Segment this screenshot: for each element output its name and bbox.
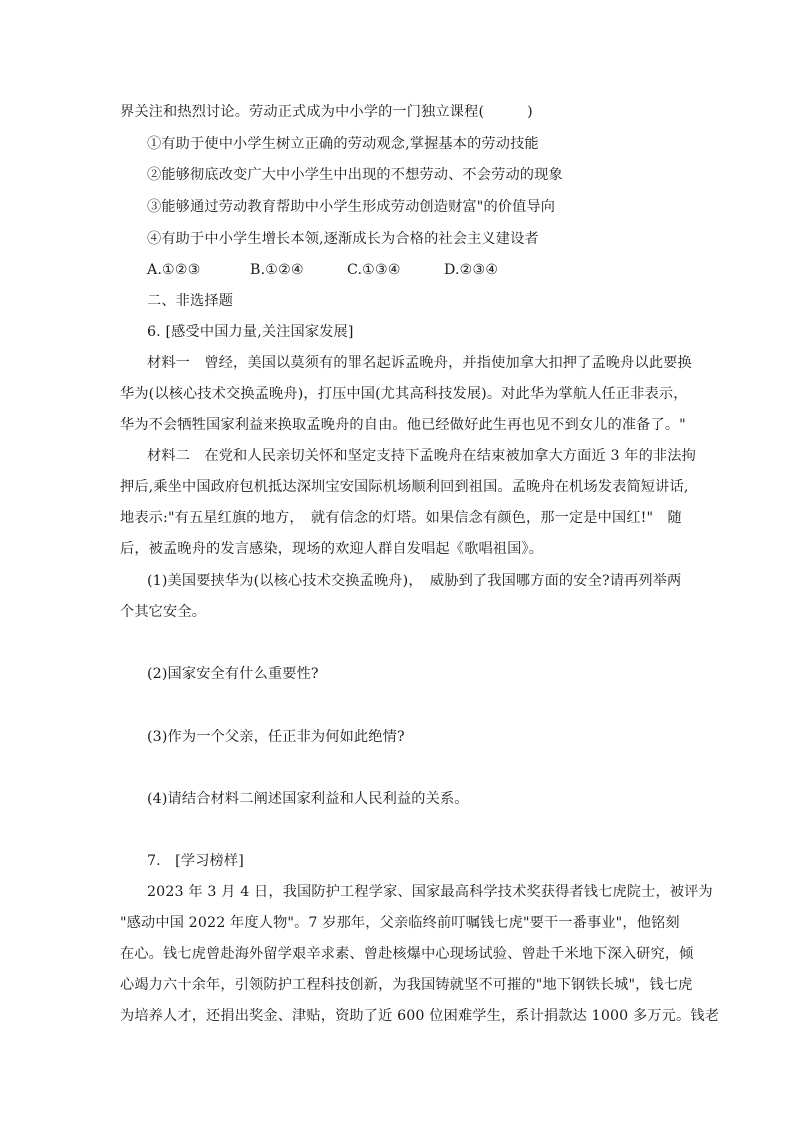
option-d: D.②③④ — [444, 262, 499, 278]
section-heading: 二、非选择题 — [147, 293, 234, 309]
question-7-line-4: 心竭力六十余年，引领防护工程科技创新，为我国铸就坚不可摧的"地下钢铁长城"，钱七虎 — [120, 977, 693, 993]
question-7-line-1: 2023 年 3 月 4 日，我国防护工程学家、国家最高科学技术奖获得者钱七虎院士，被评为 — [147, 884, 713, 900]
question-7-line-2: "感动中国 2022 年度人物"。7 岁那年，父亲临终前叮嘱钱七虎"要干一番事业"，他铭刻 — [120, 915, 680, 931]
question-7-line-3: 在心。钱七虎曾赴海外留学艰辛求素、曾赴核爆中心现场试验、曾赴千米地下深入研究，倾 — [120, 946, 694, 962]
answer-options — [147, 260, 680, 280]
material-1-line-1: 材料一 曾经，美国以莫须有的罪名起诉孟晚舟，并指使加拿大扣押了孟晚舟以此要换 — [147, 355, 692, 371]
option-a: A.①②③ — [147, 262, 201, 278]
question-7-title: 7. [学习榜样] — [147, 853, 244, 869]
material-2-line-1: 材料二 在党和人民亲切关怀和坚定支持下孟晚舟在结束被加拿大方面近 3 年的非法拘 — [147, 448, 696, 464]
material-1-line-3: 华为不会牺牲国家利益来换取孟晚舟的自由。他已经做好此生再也见不到女儿的准备了。" — [120, 417, 686, 433]
sub-question-1-line-1: (1)美国要挟华为(以核心技术交换孟晚舟)， 威胁到了我国哪方面的安全?请再列举两 — [147, 573, 682, 589]
question-6-title: 6. [感受中国力量,关注国家发展] — [147, 324, 354, 340]
option-c: C.①③④ — [347, 262, 401, 278]
sub-question-3: (3)作为一个父亲，任正非为何如此绝情? — [147, 729, 405, 745]
sub-question-4: (4)请结合材料二阐述国家利益和人民利益的关系。 — [147, 791, 469, 807]
sub-question-1-line-2: 个其它安全。 — [120, 604, 207, 620]
statement-4: ④有助于中小学生增长本领,逐渐成长为合格的社会主义建设者 — [147, 231, 539, 247]
statement-1: ①有助于使中小学生树立正确的劳动观念,掌握基本的劳动技能 — [147, 136, 539, 152]
question-7-line-5: 为培养人才，还捐出奖金、津贴，资助了近 600 位困难学生，系计捐款达 1000 多万元。钱老 — [120, 1008, 720, 1024]
material-2-line-2: 押后,乘坐中国政府包机抵达深圳宝安国际机场顺利回到祖国。孟晚舟在机场发表简短讲话, — [120, 479, 689, 495]
material-2-line-3: 地表示:"有五星红旗的地方， 就有信念的灯塔。如果信念有颜色，那一定是中国红!" 随 — [120, 510, 682, 526]
statement-2: ②能够彻底改变广大中小学生中出现的不想劳动、不会劳动的现象 — [147, 167, 563, 183]
option-b: B.①②④ — [250, 262, 304, 278]
material-2-line-4: 后，被孟晚舟的发言感染，现场的欢迎人群自发唱起《歌唱祖国》。 — [120, 541, 544, 557]
material-1-line-2: 华为(以核心技术交换孟晚舟)，打压中国(尤其高科技发展)。对此华为掌航人任正非表示， — [120, 386, 688, 402]
sub-question-2: (2)国家安全有什么重要性? — [147, 666, 319, 682]
question-stem-continuation: 界关注和热烈讨论。劳动正式成为中小学的一门独立课程( ) — [120, 104, 533, 120]
statement-3: ③能够通过劳动教育帮助中小学生形成劳动创造财富"的价值导向 — [147, 199, 556, 215]
